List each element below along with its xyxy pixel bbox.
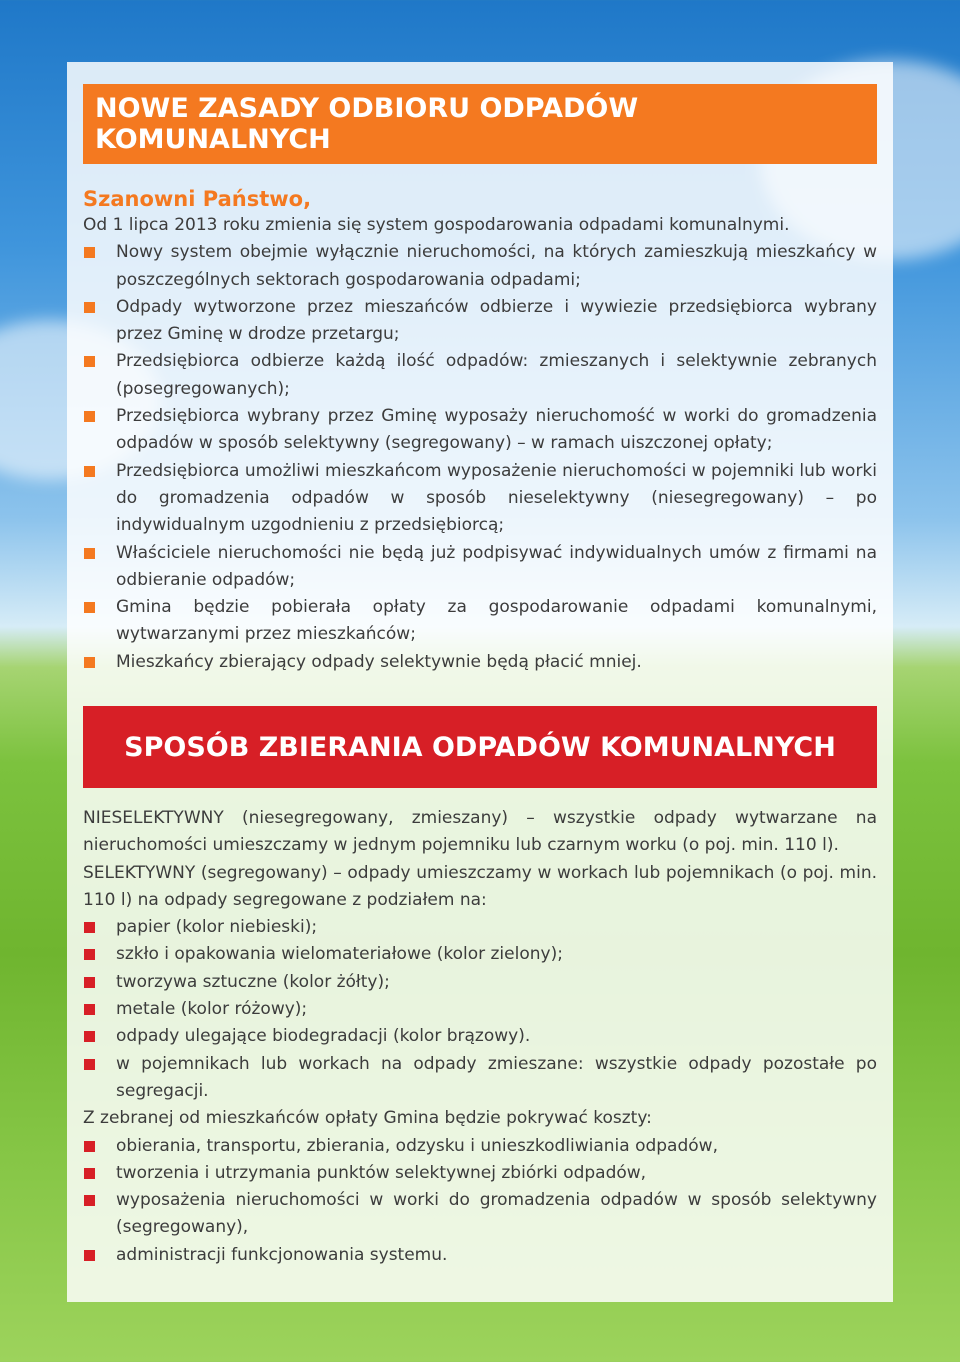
square-bullet-icon: [84, 1141, 95, 1152]
square-bullet-icon: [84, 1250, 95, 1261]
square-bullet-icon: [84, 548, 95, 559]
list-item: wyposażenia nieruchomości w worki do gromadzenia odpadów w sposób selektywny (segregowany),: [83, 1187, 877, 1242]
list-item: odpady ulegające biodegradacji (kolor brązowy).: [83, 1023, 877, 1050]
square-bullet-icon: [84, 922, 95, 933]
list-item: Mieszkańcy zbierający odpady selektywnie będą płacić mniej.: [83, 649, 877, 676]
list-item: Przedsiębiorca odbierze każdą ilość odpadów: zmieszanych i selektywnie zebranych (posegregowanych);: [83, 348, 877, 403]
list-item: obierania, transportu, zbierania, odzysku i unieszkodliwiania odpadów,: [83, 1133, 877, 1160]
square-bullet-icon: [84, 977, 95, 988]
section2-body: [83, 805, 877, 1269]
list-item: Przedsiębiorca umożliwi mieszkańcom wyposażenie nieruchomości w pojemniki lub worki do gromadzenia odpadów w sposób nieselektywny (niesegregowany) – po indywidualnym uzgodnieniu z przedsiębiorcą;: [83, 458, 877, 540]
section1-body: [83, 186, 877, 676]
square-bullet-icon: [84, 1004, 95, 1015]
section2-title: SPOSÓB ZBIERANIA ODPADÓW KOMUNALNYCH: [124, 731, 836, 763]
square-bullet-icon: [84, 1059, 95, 1070]
costs-paragraph: Z zebranej od mieszkańców opłaty Gmina będzie pokrywać koszty:: [83, 1108, 652, 1129]
section2-title-banner: [83, 706, 877, 788]
list-item: administracji funkcjonowania systemu.: [83, 1242, 877, 1269]
list-item: Przedsiębiorca wybrany przez Gminę wyposaży nieruchomość w worki do gromadzenia odpadów w sposób selektywny (segregowany) – w ramach uiszczonej opłaty;: [83, 403, 877, 458]
square-bullet-icon: [84, 411, 95, 422]
content-panel: [67, 62, 893, 1302]
square-bullet-icon: [84, 602, 95, 613]
list-item: Odpady wytworzone przez mieszańców odbierze i wywiezie przedsiębiorca wybrany przez Gminę w drodze przetargu;: [83, 294, 877, 349]
list-item: Właściciele nieruchomości nie będą już podpisywać indywidualnych umów z firmami na odbieranie odpadów;: [83, 540, 877, 595]
list-item: papier (kolor niebieski);: [83, 914, 877, 941]
square-bullet-icon: [84, 1195, 95, 1206]
list-item: metale (kolor różowy);: [83, 996, 877, 1023]
square-bullet-icon: [84, 1168, 95, 1179]
section1-title-banner: [83, 84, 877, 164]
list-item: szkło i opakowania wielomateriałowe (kolor zielony);: [83, 941, 877, 968]
rules-list: [83, 239, 877, 676]
section1-title: NOWE ZASADY ODBIORU ODPADÓW KOMUNALNYCH: [95, 93, 639, 155]
waste-categories-list: [83, 914, 877, 1105]
list-item: tworzenia i utrzymania punktów selektywnej zbiórki odpadów,: [83, 1160, 877, 1187]
selective-paragraph: SELEKTYWNY (segregowany) – odpady umieszczamy w workach lub pojemnikach (o poj. min. 110 l) na odpady segregowane z podziałem na:: [83, 862, 877, 910]
square-bullet-icon: [84, 356, 95, 367]
square-bullet-icon: [84, 247, 95, 258]
square-bullet-icon: [84, 949, 95, 960]
square-bullet-icon: [84, 302, 95, 313]
intro-text: Od 1 lipca 2013 roku zmienia się system gospodarowania odpadami komunalnymi.: [83, 215, 790, 235]
costs-list: [83, 1133, 877, 1269]
list-item: Nowy system obejmie wyłącznie nieruchomości, na których zamieszkują mieszkańcy w poszczególnych sektorach gospodarowania odpadami;: [83, 239, 877, 294]
greeting: Szanowni Państwo,: [83, 187, 312, 211]
nonselective-paragraph: NIESELEKTYWNY (niesegregowany, zmieszany) – wszystkie odpady wytwarzane na nieruchomości umieszczamy w jednym pojemniku lub czarnym worku (o poj. min. 110 l).: [83, 808, 877, 856]
square-bullet-icon: [84, 466, 95, 477]
square-bullet-icon: [84, 657, 95, 668]
square-bullet-icon: [84, 1031, 95, 1042]
list-item: w pojemnikach lub workach na odpady zmieszane: wszystkie odpady pozostałe po segregacji.: [83, 1051, 877, 1106]
list-item: Gmina będzie pobierała opłaty za gospodarowanie odpadami komunalnymi, wytwarzanymi przez mieszkańców;: [83, 594, 877, 649]
list-item: tworzywa sztuczne (kolor żółty);: [83, 969, 877, 996]
